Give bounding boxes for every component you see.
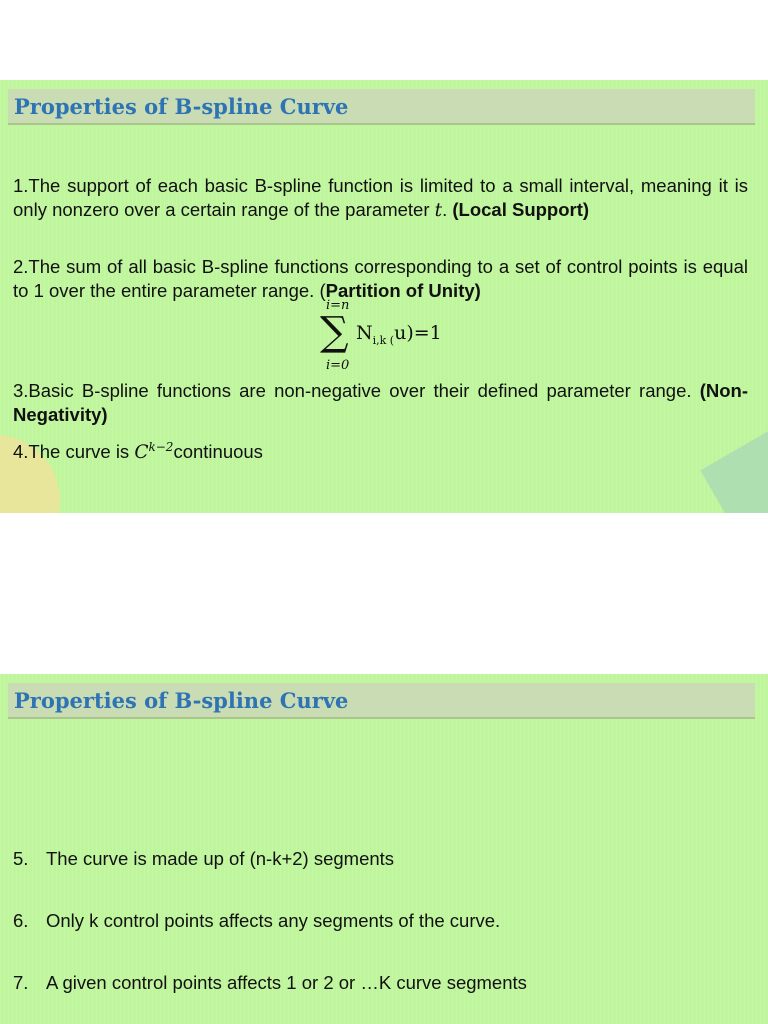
list-item bbox=[13, 971, 753, 995]
slide-2 bbox=[0, 674, 768, 1024]
sum-lower-limit: i=0 bbox=[326, 358, 350, 373]
property-4 bbox=[13, 435, 748, 465]
list-text: A given control points affects 1 or 2 or …K curve segments bbox=[46, 972, 527, 993]
property-2 bbox=[13, 255, 748, 303]
property-4-suffix: continuous bbox=[173, 441, 263, 463]
formula-tail: u)=1 bbox=[394, 322, 442, 344]
formula-subscript: i,k ( bbox=[372, 333, 395, 347]
property-1-after: . bbox=[442, 199, 453, 220]
list-item bbox=[13, 847, 753, 871]
continuity-c: C bbox=[134, 442, 149, 464]
slide-1 bbox=[0, 80, 768, 513]
slide-title: Properties of B-spline Curve bbox=[14, 94, 349, 119]
list-number: 5. bbox=[13, 848, 29, 869]
slide-title: Properties of B-spline Curve bbox=[14, 688, 349, 713]
property-1 bbox=[13, 174, 748, 223]
slide-title-bar bbox=[8, 683, 755, 719]
list-text: Only k control points affects any segments of the curve. bbox=[46, 910, 501, 931]
non-negativity-label: (Non-Negativity) bbox=[13, 380, 748, 425]
list-number: 6. bbox=[13, 910, 29, 931]
continuity-exponent: k−2 bbox=[148, 440, 174, 454]
parameter-t: t bbox=[434, 200, 443, 221]
property-4-prefix: 4.The curve is bbox=[13, 441, 135, 463]
list-number: 7. bbox=[13, 972, 29, 993]
formula-expression bbox=[356, 322, 442, 347]
local-support-label: (Local Support) bbox=[452, 199, 590, 220]
continuity-expression bbox=[134, 442, 173, 463]
list-item bbox=[13, 909, 753, 933]
partition-of-unity-label: Partition of Unity) bbox=[325, 280, 481, 301]
formula-n: N bbox=[356, 322, 373, 344]
property-3-text: 3.Basic B-spline functions are non-negative over their defined parameter range. bbox=[13, 380, 700, 401]
property-2-text: 2.The sum of all basic B-spline functions corresponding to a set of control points is equal to 1 over the entire parameter range. ( bbox=[13, 256, 748, 301]
sigma-symbol: ∑ bbox=[320, 309, 349, 355]
summation-formula bbox=[318, 298, 478, 372]
slide-title-bar bbox=[8, 89, 755, 125]
list-text: The curve is made up of (n-k+2) segments bbox=[46, 848, 395, 869]
sum-upper-limit: i=n bbox=[326, 298, 350, 313]
property-1-text: 1.The support of each basic B-spline function is limited to a small interval, meaning it is only nonzero over a certain range of the parameter bbox=[13, 175, 748, 220]
property-3 bbox=[13, 379, 748, 427]
